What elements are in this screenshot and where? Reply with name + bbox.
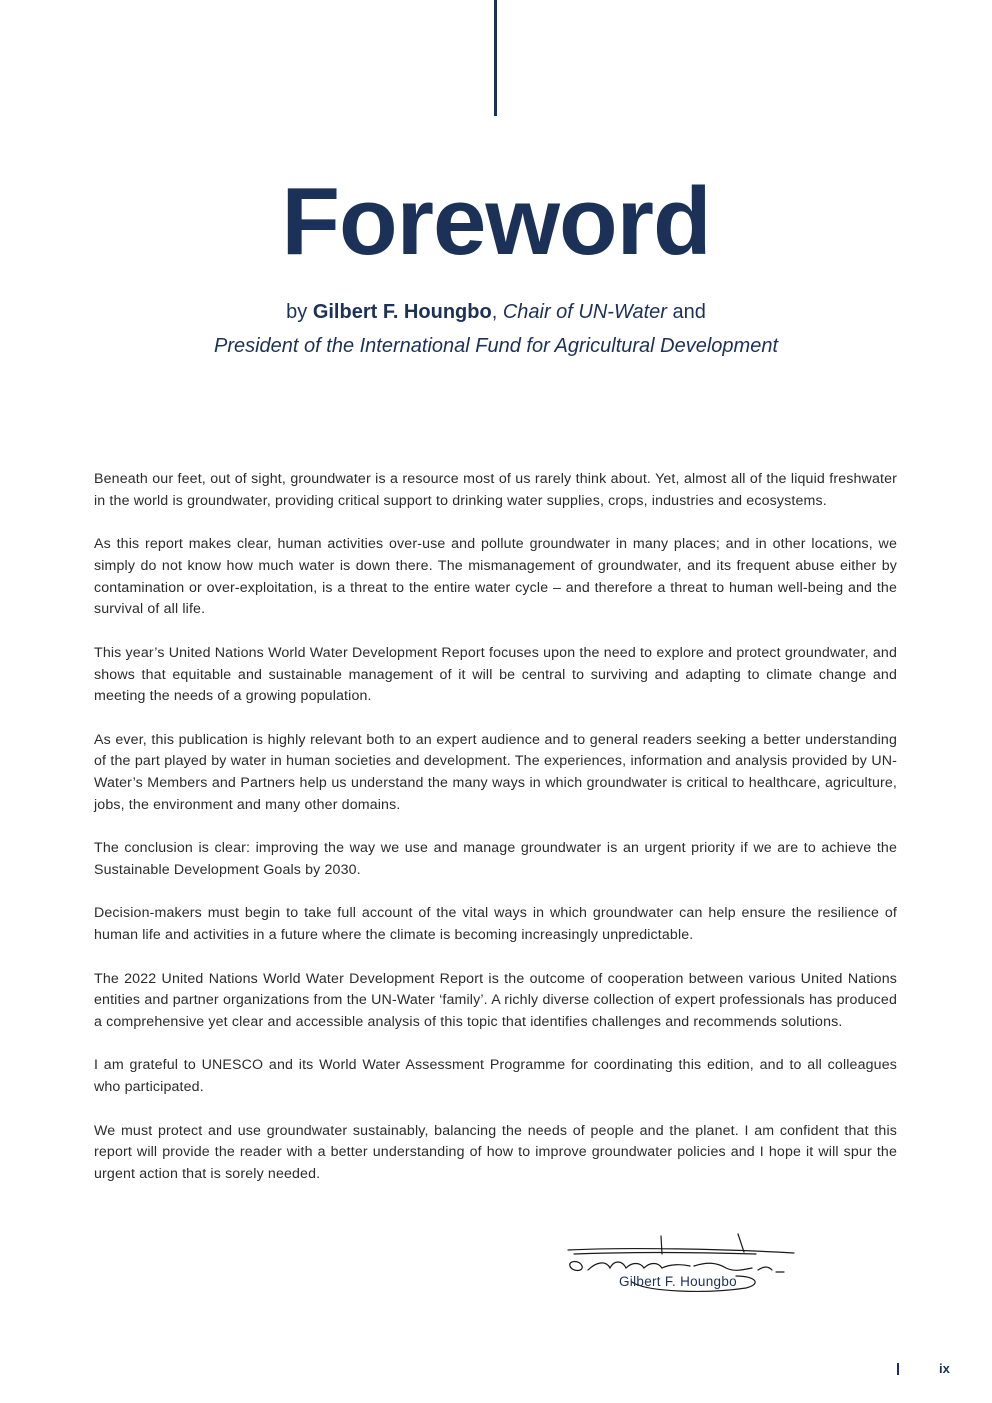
paragraph: I am grateful to UNESCO and its World Water Assessment Programme for coordinating this edition, and to all colleagues who participated. — [94, 1057, 897, 1096]
paragraph: Beneath our feet, out of sight, groundwater is a resource most of us rarely think about. Yet, almost all of the liquid freshwater in the world is groundwater, providing critical support to drinking water supplies, crops, industries and ecosystems. — [94, 471, 897, 509]
byline — [0, 295, 992, 363]
page-title: Foreword — [281, 168, 711, 275]
paragraph: The 2022 United Nations World Water Development Report is the outcome of cooperation between various United Nations entities and partner organizations from the UN-Water ‘family’. A richly diverse collection of expert professionals has produced a comprehensive yet clear and accessible analysis of this topic that identifies challenges and recommends solutions. — [94, 970, 897, 1031]
footer-divider — [897, 1363, 899, 1375]
paragraph: We must protect and use groundwater sustainably, balancing the needs of people and the planet. I am confident that this report will provide the reader with a better understanding of how to improve groundwater policies and I hope it will spur the urgent action that is sorely needed. — [94, 1122, 897, 1183]
signature-block — [566, 1230, 798, 1296]
byline-prefix: by — [286, 301, 313, 323]
signature-name: Gilbert F. Houngbo — [619, 1274, 737, 1289]
top-divider-line — [494, 0, 497, 116]
byline-conjunction: and — [666, 301, 706, 323]
foreword-body — [94, 469, 897, 1207]
byline-line-2 — [0, 329, 992, 363]
byline-line-1 — [0, 295, 992, 329]
paragraph: The conclusion is clear: improving the way we use and manage groundwater is an urgent priority if we are to achieve the Sustainable Development Goals by 2030. — [94, 840, 897, 879]
byline-author: Gilbert F. Houngbo — [312, 301, 492, 323]
paragraph: This year’s United Nations World Water Development Report focuses upon the need to explore and protect groundwater, and shows that equitable and sustainable management of it will be central to surviving and adapting to climate change and meeting the needs of a growing population. — [94, 644, 897, 705]
byline-separator: , — [491, 301, 503, 323]
paragraph: As this report makes clear, human activities over-use and pollute groundwater in many places; and in other locations, we simply do not know how much water is down there. The mismanagement of groundwater, and its frequent abuse either by contamination or over-exploitation, is a threat to the entire water cycle – and therefore a threat to human well-being and the survival of all life. — [94, 536, 897, 618]
paragraph: As ever, this publication is highly relevant both to an expert audience and to general readers seeking a better understanding of the part played by water in human societies and development. The experiences, information and analysis provided by UN-Water’s Members and Partners help us understand the many ways in which groundwater is critical to healthcare, agriculture, jobs, the environment and many other domains. — [94, 731, 897, 814]
page-number: ix — [939, 1361, 950, 1376]
byline-role-chair: Chair of UN-Water — [502, 301, 667, 323]
byline-role-president: President of the International Fund for Agricultural Development — [213, 335, 778, 357]
paragraph: Decision-makers must begin to take full account of the vital ways in which groundwater can help ensure the resilience of human life and activities in a future where the climate is becoming increasingly unpredictable. — [94, 905, 897, 944]
